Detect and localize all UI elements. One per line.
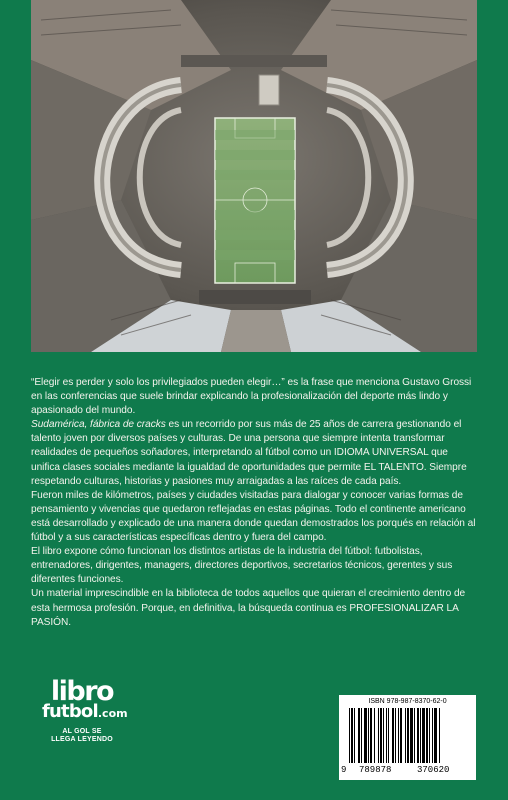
barcode-bar [370, 708, 372, 763]
barcode-bar [351, 708, 353, 763]
barcode-bar [364, 708, 367, 763]
barcode-bar [439, 708, 440, 763]
barcode-box [339, 695, 476, 780]
logo-line-1: libro [50, 676, 114, 707]
logo-suffix: .com [97, 707, 128, 720]
barcode-bar [349, 708, 350, 763]
barcode-bar [422, 708, 425, 763]
logo-word: futbol [42, 701, 98, 722]
barcode-bar [420, 708, 421, 763]
barcode-bar [400, 708, 402, 763]
blurb-paragraph-3: Fueron miles de kilómetros, países y ciudades visitadas para dialogar y conocer varias formas de pensamiento y vivencias que quedaron reflejadas en estas páginas. Todo el continente americano está desarrollado y explicado de una manera donde quedan demostrados los porqués en relación al fútbol y a sus características específicas dentro y fuera del campo. [31, 489, 476, 544]
barcode-bar [405, 708, 406, 763]
blurb-paragraph-1: “Elegir es perder y solo los privilegiados pueden elegir…” es la frase que menciona Gustavo Grossi en las conferencias que suele brindar explicando la profesionalización del deporte más lindo y apasionado del mundo. [31, 377, 472, 417]
barcode-bar [383, 708, 384, 763]
barcode-bar [354, 708, 355, 763]
cover-photo [31, 0, 477, 352]
blurb-paragraph-2 [31, 418, 479, 488]
barcode-bar [361, 708, 362, 763]
barcode-bar [434, 708, 437, 763]
logo-tagline [42, 728, 122, 744]
isbn-label: ISBN 978-987-8370-62-0 [368, 698, 447, 705]
barcode-bar [378, 708, 379, 763]
barcode-bar [417, 708, 419, 763]
barcode-bar [426, 708, 428, 763]
blurb-text [31, 376, 479, 630]
barcode-bar [374, 708, 375, 763]
barcode-bar [368, 708, 369, 763]
barcode-bar [380, 708, 382, 763]
logo-tagline-1: AL GOL SE [62, 728, 102, 735]
barcode-bar [386, 708, 387, 763]
barcode-bar [358, 708, 360, 763]
barcode-bar [395, 708, 396, 763]
barcode-bar [432, 708, 433, 763]
blurb-paragraph-5: Un material imprescindible en la biblioteca de todos aquellos que quieran el crecimiento dentro de esta hermosa profesión. Porque, en definitiva, la búsqueda continua es PROFESIONALIZAR LA PASIÓN. [31, 588, 466, 628]
blurb-paragraph-2-text: es un recorrido por sus más de 25 años de carrera gestionando el talento joven por diversos países y culturas. De una persona que siempre intenta transformar realidades de pequeños soñadores, interpretando al fútbol como un IDIOMA UNIVERSAL que unifica clases sociales mediante la igualdad de oportunidades que permite EL TALENTO. Siempre respetando culturas, historias y pasiones muy arraigadas a las raíces de cada país. [31, 419, 467, 487]
aerial-football-stadium-image [31, 0, 477, 352]
barcode-digit-lead: 9 [341, 765, 347, 775]
barcode-group-2: 370620 [417, 765, 450, 775]
logo-line-2 [42, 701, 128, 722]
barcode-bar [414, 708, 415, 763]
barcode-group-1: 789878 [359, 765, 392, 775]
book-title: Sudamérica, fábrica de cracks [31, 419, 166, 431]
barcode-bar [392, 708, 394, 763]
barcode-bar [429, 708, 430, 763]
logo-tagline-2: LLEGA LEYENDO [51, 736, 113, 743]
blurb-paragraph-4: El libro expone cómo funcionan los distintos artistas de la industria del fútbol: futbolistas, entrenadores, dirigentes, managers, directores deportivos, secretarios técnicos, gerentes y sus diferentes funciones. [31, 546, 453, 586]
publisher-logo [42, 676, 128, 744]
barcode-bar [410, 708, 413, 763]
barcode-bar [407, 708, 409, 763]
barcode-bar [388, 708, 389, 763]
barcode-bar [398, 708, 399, 763]
barcode-bars [345, 708, 470, 766]
